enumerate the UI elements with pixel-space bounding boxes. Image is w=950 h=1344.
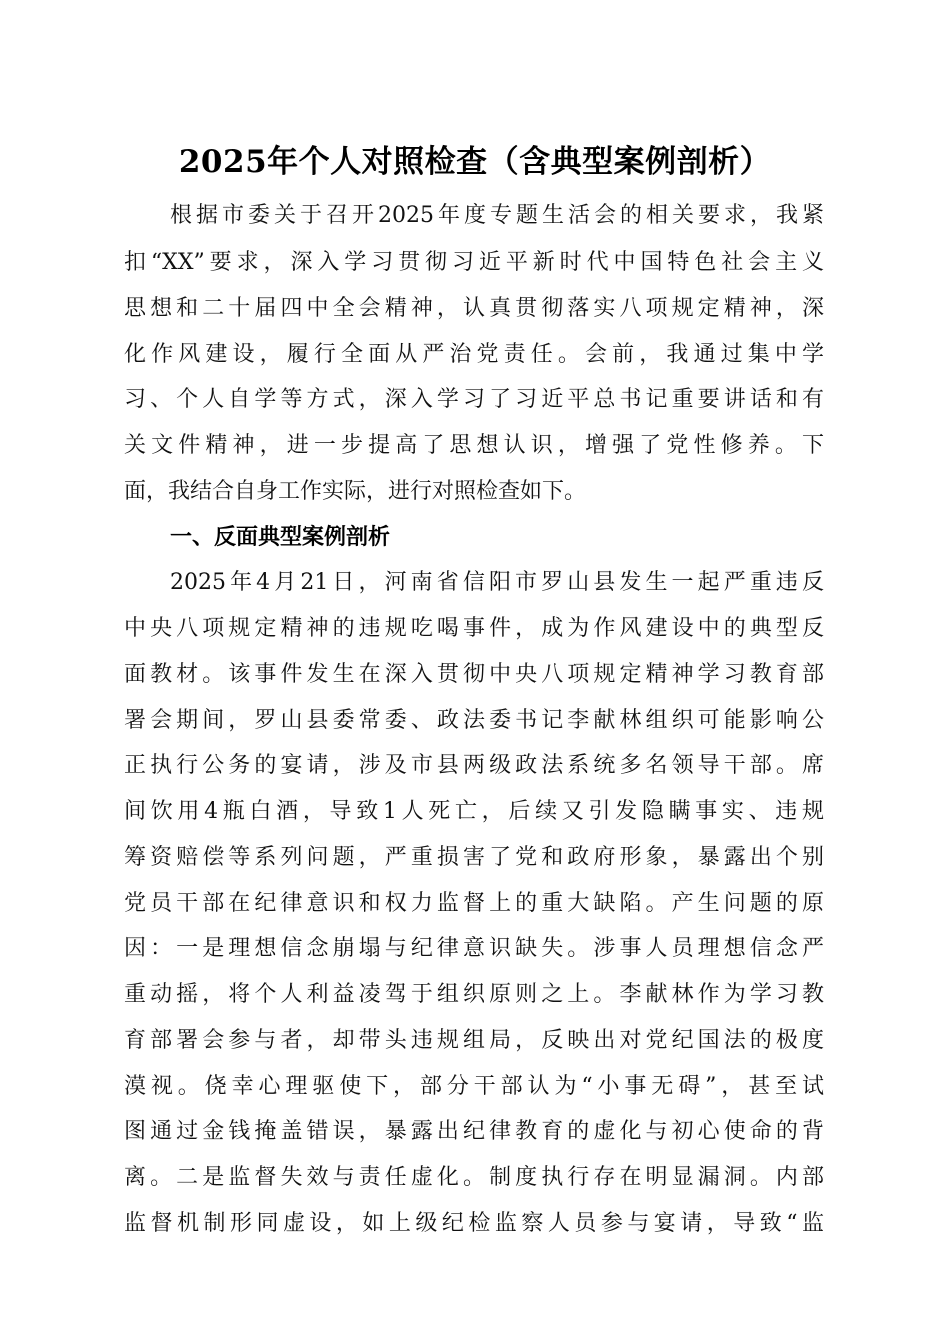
paragraph-line: 党员干部在纪律意识和权力监督上的重大缺陷。产生问题的原	[124, 891, 824, 916]
paragraph-line: 习、个人自学等方式，深入学习了习近平总书记重要讲话和有	[124, 387, 824, 412]
paragraph-line: 扣“XX”要求，深入学习贯彻习近平新时代中国特色社会主义	[124, 250, 824, 275]
paragraph-line: 关文件精神，进一步提高了思想认识，增强了党性修养。下	[124, 433, 824, 458]
paragraph-line: 正执行公务的宴请，涉及市县两级政法系统多名领导干部。席	[124, 753, 824, 778]
paragraph-line: 监督机制形同虚设，如上级纪检监察人员参与宴请，导致“监	[124, 1211, 824, 1236]
section-heading: 一、反面典型案例剖析	[170, 525, 391, 550]
paragraph-line: 育部署会参与者，却带头违规组局，反映出对党纪国法的极度	[124, 1028, 824, 1053]
paragraph-line: 思想和二十届四中全会精神，认真贯彻落实八项规定精神，深	[124, 296, 824, 321]
paragraph-line: 重动摇，将个人利益凌驾于组织原则之上。李献林作为学习教	[124, 982, 824, 1007]
paragraph-line: 根据市委关于召开2025年度专题生活会的相关要求，我紧	[170, 203, 824, 228]
paragraph-line: 因：一是理想信念崩塌与纪律意识缺失。涉事人员理想信念严	[124, 936, 824, 961]
paragraph-line: 离。二是监督失效与责任虚化。制度执行存在明显漏洞。内部	[124, 1165, 824, 1190]
paragraph-line: 2025年4月21日，河南省信阳市罗山县发生一起严重违反	[170, 570, 824, 595]
paragraph-line: 面教材。该事件发生在深入贯彻中央八项规定精神学习教育部	[124, 662, 824, 687]
paragraph-line: 间饮用4瓶白酒，导致1人死亡，后续又引发隐瞒事实、违规	[124, 799, 824, 824]
paragraph-line: 中央八项规定精神的违规吃喝事件，成为作风建设中的典型反	[124, 616, 824, 641]
document-title: 2025年个人对照检查（含典型案例剖析）	[178, 144, 772, 180]
paragraph-line: 漠视。侥幸心理驱使下，部分干部认为“小事无碍”，甚至试	[124, 1074, 824, 1099]
paragraph-line: 筹资赔偿等系列问题，严重损害了党和政府形象，暴露出个别	[124, 845, 824, 870]
paragraph-line: 署会期间，罗山县委常委、政法委书记李献林组织可能影响公	[124, 708, 824, 733]
paragraph-line: 图通过金钱掩盖错误，暴露出纪律教育的虚化与初心使命的背	[124, 1119, 824, 1144]
paragraph-line: 化作风建设，履行全面从严治党责任。会前，我通过集中学	[124, 342, 824, 367]
paragraph-line: 面，我结合自身工作实际，进行对照检查如下。	[124, 479, 587, 504]
